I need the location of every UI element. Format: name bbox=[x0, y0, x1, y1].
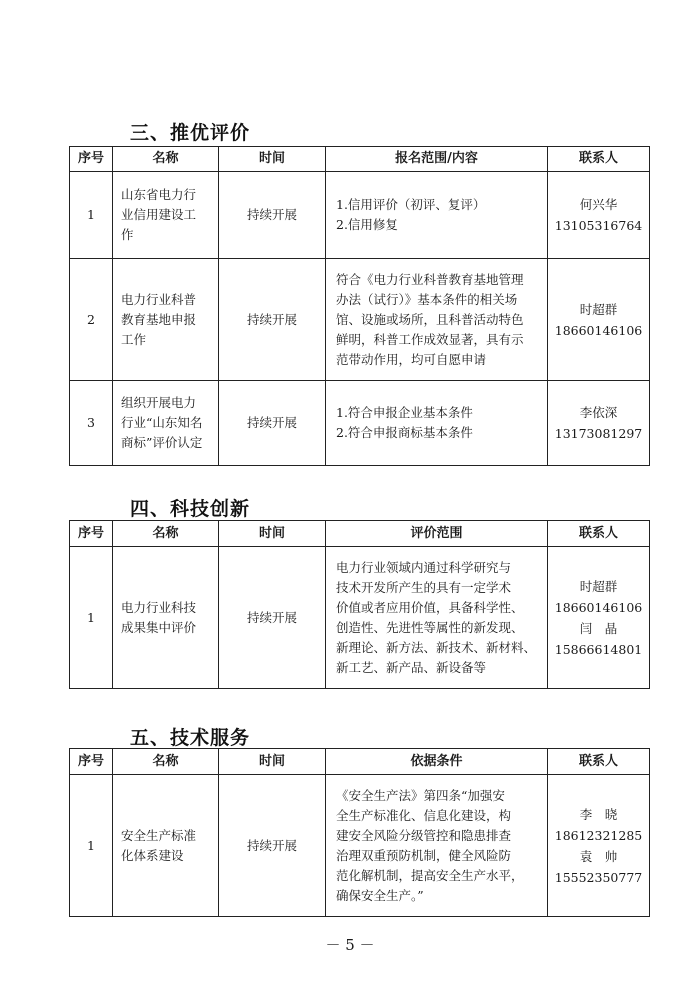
header-contact: 联系人 bbox=[548, 521, 650, 547]
row-contact: 时超群 18660146106 闫 晶 15866614801 bbox=[548, 547, 650, 689]
header-time: 时间 bbox=[219, 147, 326, 172]
recommendation-table bbox=[69, 146, 650, 466]
header-content: 报名范围/内容 bbox=[326, 147, 548, 172]
header-name: 名称 bbox=[113, 521, 219, 547]
header-time: 时间 bbox=[219, 749, 326, 775]
header-name: 名称 bbox=[113, 749, 219, 775]
row-contact: 何兴华 13105316764 bbox=[548, 172, 650, 259]
table-row bbox=[70, 259, 650, 381]
row-index: 1 bbox=[70, 172, 113, 259]
row-time: 持续开展 bbox=[219, 259, 326, 381]
row-name: 电力行业科技 成果集中评价 bbox=[113, 547, 219, 689]
page-number: － 5 － bbox=[325, 936, 375, 954]
section-title-innovation: 四、科技创新 bbox=[130, 498, 251, 520]
row-index: 2 bbox=[70, 259, 113, 381]
row-name: 安全生产标准 化体系建设 bbox=[113, 775, 219, 917]
header-name: 名称 bbox=[113, 147, 219, 172]
table-header-row bbox=[70, 749, 650, 775]
technical-service-table bbox=[69, 748, 650, 917]
row-content: 符合《电力行业科普教育基地管理 办法（试行）》基本条件的相关场 馆、设施或场所，且科普活动特色 鲜明，科普工作成效显著，具有示 范带动作用，均可自愿申请 bbox=[326, 259, 548, 381]
header-contact: 联系人 bbox=[548, 749, 650, 775]
row-content: 1.符合申报企业基本条件 2.符合申报商标基本条件 bbox=[326, 381, 548, 466]
table-row bbox=[70, 172, 650, 259]
header-contact: 联系人 bbox=[548, 147, 650, 172]
header-content: 依据条件 bbox=[326, 749, 548, 775]
row-index: 1 bbox=[70, 547, 113, 689]
row-time: 持续开展 bbox=[219, 172, 326, 259]
row-index: 3 bbox=[70, 381, 113, 466]
row-content: 1.信用评价（初评、复评） 2.信用修复 bbox=[326, 172, 548, 259]
row-contact: 时超群 18660146106 bbox=[548, 259, 650, 381]
row-name: 电力行业科普 教育基地申报 工作 bbox=[113, 259, 219, 381]
row-time: 持续开展 bbox=[219, 547, 326, 689]
row-content: 电力行业领域内通过科学研究与 技术开发所产生的具有一定学术 价值或者应用价值，具备科学性、 创造性、先进性等属性的新发现、 新理论、新方法、新技术、新材料、 新工艺、新产品、新设备等 bbox=[326, 547, 548, 689]
header-index: 序号 bbox=[70, 147, 113, 172]
row-name: 山东省电力行 业信用建设工 作 bbox=[113, 172, 219, 259]
table-row bbox=[70, 547, 650, 689]
row-time: 持续开展 bbox=[219, 381, 326, 466]
header-time: 时间 bbox=[219, 521, 326, 547]
table-header-row bbox=[70, 147, 650, 172]
row-name: 组织开展电力 行业“山东知名 商标”评价认定 bbox=[113, 381, 219, 466]
section-title-recommendation: 三、推优评价 bbox=[130, 122, 251, 144]
row-time: 持续开展 bbox=[219, 775, 326, 917]
row-index: 1 bbox=[70, 775, 113, 917]
table-row bbox=[70, 775, 650, 917]
table-row bbox=[70, 381, 650, 466]
header-index: 序号 bbox=[70, 521, 113, 547]
row-contact: 李 晓 18612321285 袁 帅 15552350777 bbox=[548, 775, 650, 917]
row-contact: 李依深 13173081297 bbox=[548, 381, 650, 466]
section-title-technical-service: 五、技术服务 bbox=[130, 727, 251, 749]
header-content: 评价范围 bbox=[326, 521, 548, 547]
innovation-table bbox=[69, 520, 650, 689]
header-index: 序号 bbox=[70, 749, 113, 775]
table-header-row bbox=[70, 521, 650, 547]
row-content: 《安全生产法》第四条“加强安 全生产标准化、信息化建设，构 建安全风险分级管控和隐患排查 治理双重预防机制，健全风险防 范化解机制，提高安全生产水平， 确保安全生产。” bbox=[326, 775, 548, 917]
